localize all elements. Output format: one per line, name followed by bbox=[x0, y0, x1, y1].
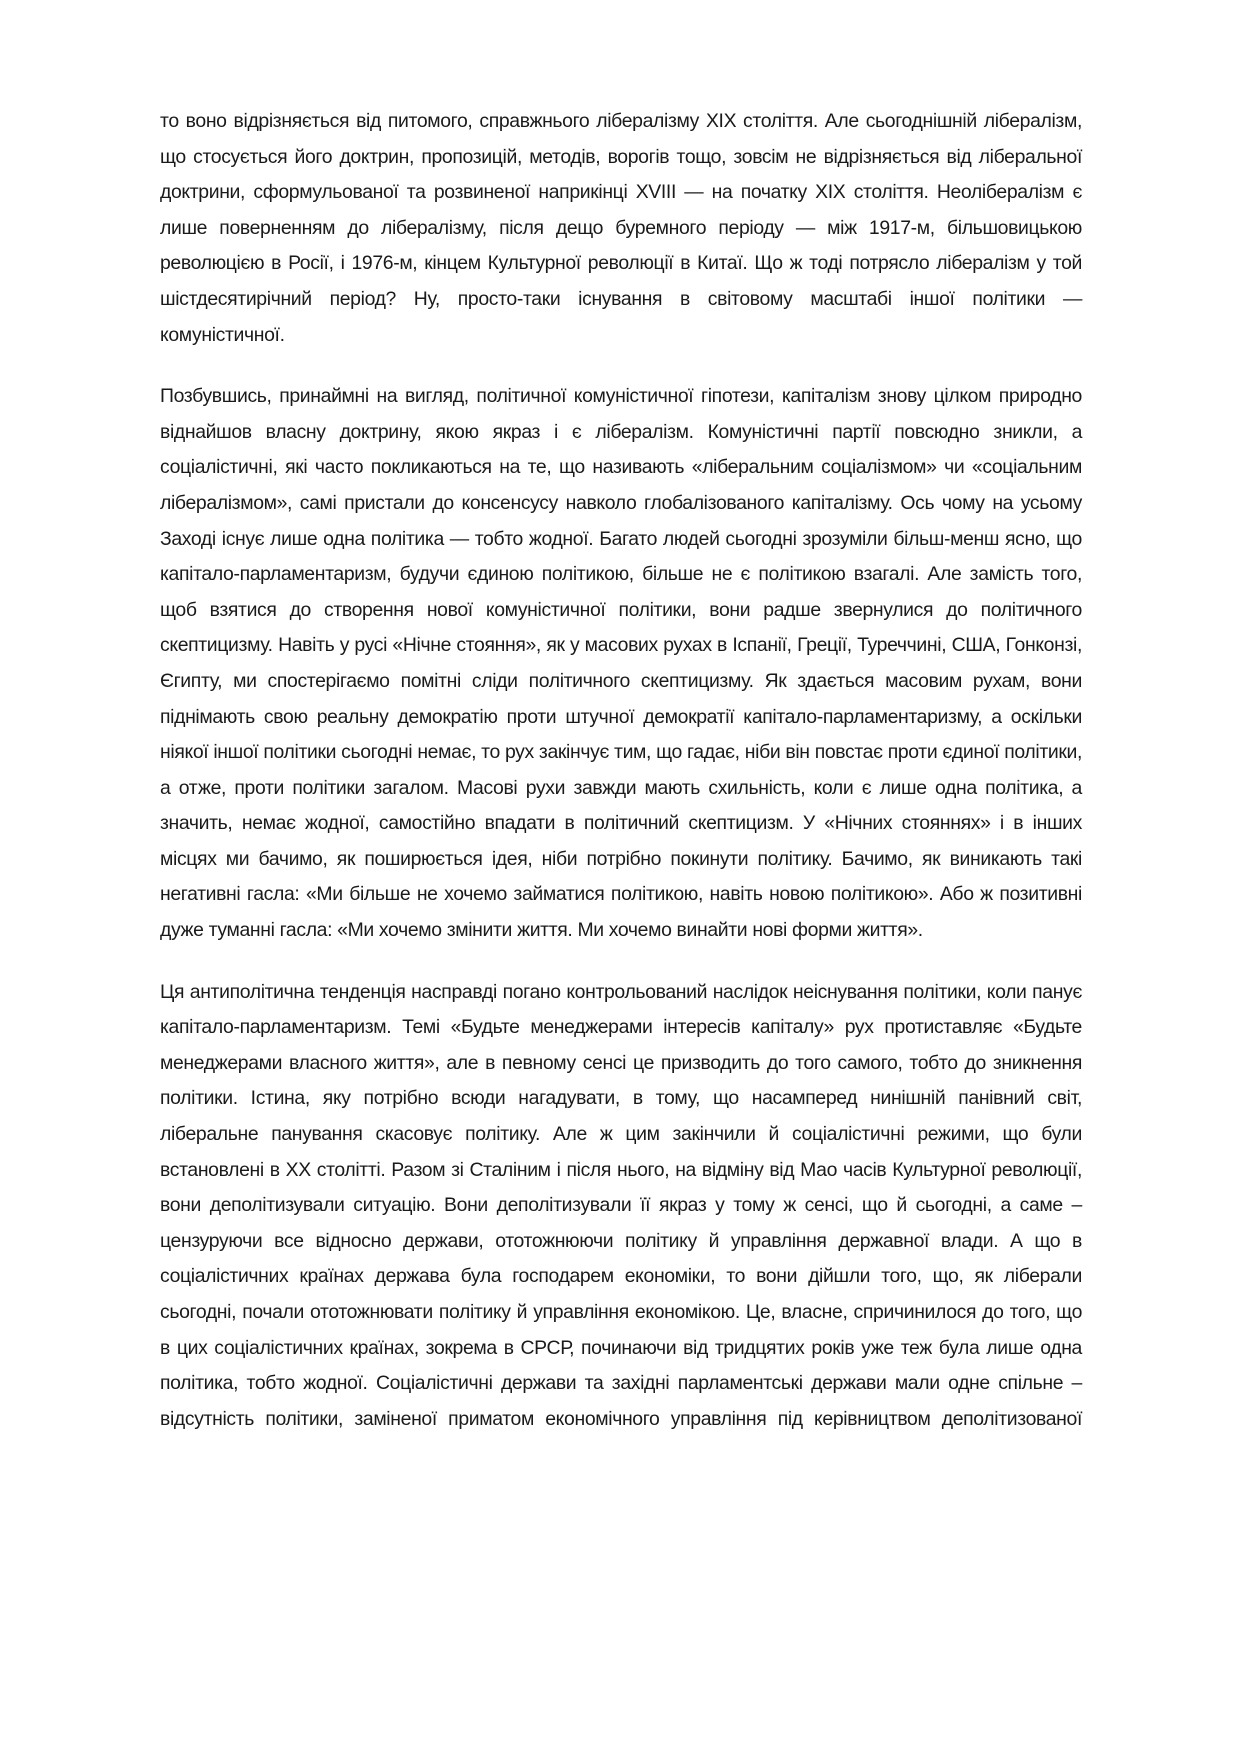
document-page bbox=[160, 104, 1082, 1463]
paragraph-1: то воно відрізняється від питомого, справжнього лібералізму XIX століття. Але сьогоднішній лібералізм, що стосується його доктрин, пропозицій, методів, ворогів тощо, зовсім не відрізняється від ліберальної доктрини, сформульованої та розвиненої наприкінці XVIII — на початку XIX століття. Неолібералізм є лише поверненням до лібералізму, після дещо буремного періоду — між 1917-м, більшовицькою революцією в Росії, і 1976-м, кінцем Культурної революції в Китаї. Що ж тоді потрясло лібералізм у той шістдесятирічний період? Ну, просто-таки існування в світовому масштабі іншої політики — комуністичної. bbox=[160, 110, 1082, 346]
paragraph-3: Ця антиполітична тенденція насправді погано контрольований наслідок неіснування політики, коли панує капітало-парламентаризм. Темі «Будьте менеджерами інтересів капіталу» рух протиставляє «Будьте менеджерами власного життя», але в певному сенсі це призводить до того самого, тобто до зникнення політики. Істина, яку потрібно всюди нагадувати, в тому, що насамперед нинішній панівний світ, ліберальне панування скасовує політику. Але ж цим закінчили й соціалістичні режими, що були встановлені в XX столітті. Разом зі Сталіним і після нього, на відміну від Мао часів Культурної революції, вони деполітизували ситуацію. Вони деполітизували її якраз у тому ж сенсі, що й сьогодні, а саме – цензуруючи все відносно держави, ототожнюючи політику й управління державної влади. А що в соціалістичних країнах держава була господарем економіки, то вони дійшли того, що, як ліберали сьогодні, почали ототожнювати політику й управління економікою. Це, власне, спричинилося до того, що в цих соціалістичних країнах, зокрема в СРСР, починаючи від тридцятих років уже теж була лише одна політика, тобто жодної. Соціалістичні держави та західні парламентські держави мали одне спільне – відсутність політики, заміненої приматом економічного управління під керівництвом деполітизованої bbox=[160, 980, 1082, 1430]
paragraph-2: Позбувшись, принаймні на вигляд, політичної комуністичної гіпотези, капіталізм знову цілком природно віднайшов власну доктрину, якою якраз і є лібералізм. Комуністичні партії повсюдно зникли, а соціалістичні, які часто покликаються на те, що називають «ліберальним соціалізмом» чи «соціальним лібералізмом», самі пристали до консенсусу навколо глобалізованого капіталізму. Ось чому на усьому Заході існує лише одна політика — тобто жодної. Багато людей сьогодні зрозуміли більш-менш ясно, що капітало-парламентаризм, будучи єдиною політикою, більше не є політикою взагалі. Але замість того, щоб взятися до створення нової комуністичної політики, вони радше звернулися до політичного скептицизму. Навіть у русі «Нічне стояння», як у масових рухах в Іспанії, Греції, Туреччині, США, Гонконзі, Єгипту, ми спостерігаємо помітні сліди політичного скептицизму. Як здається масовим рухам, вони піднімають свою реальну демократію проти штучної демократії капітало-парламентаризму, а оскільки ніякої іншої політики сьогодні немає, то рух закінчує тим, що гадає, ніби він повстає проти єдиної політики, а отже, проти політики загалом. Масові рухи завжди мають схильність, коли є лише одна політика, а значить, немає жодної, самостійно впадати в політичний скептицизм. У «Нічних стояннях» і в інших місцях ми бачимо, як поширюється ідея, ніби потрібно покинути політику. Бачимо, як виникають такі негативні гасла: «Ми більше не хочемо займатися політикою, навіть новою політикою». Або ж позитивні дуже туманні гасла: «Ми хочемо змінити життя. Ми хочемо винайти нові форми життя». bbox=[160, 385, 1082, 942]
